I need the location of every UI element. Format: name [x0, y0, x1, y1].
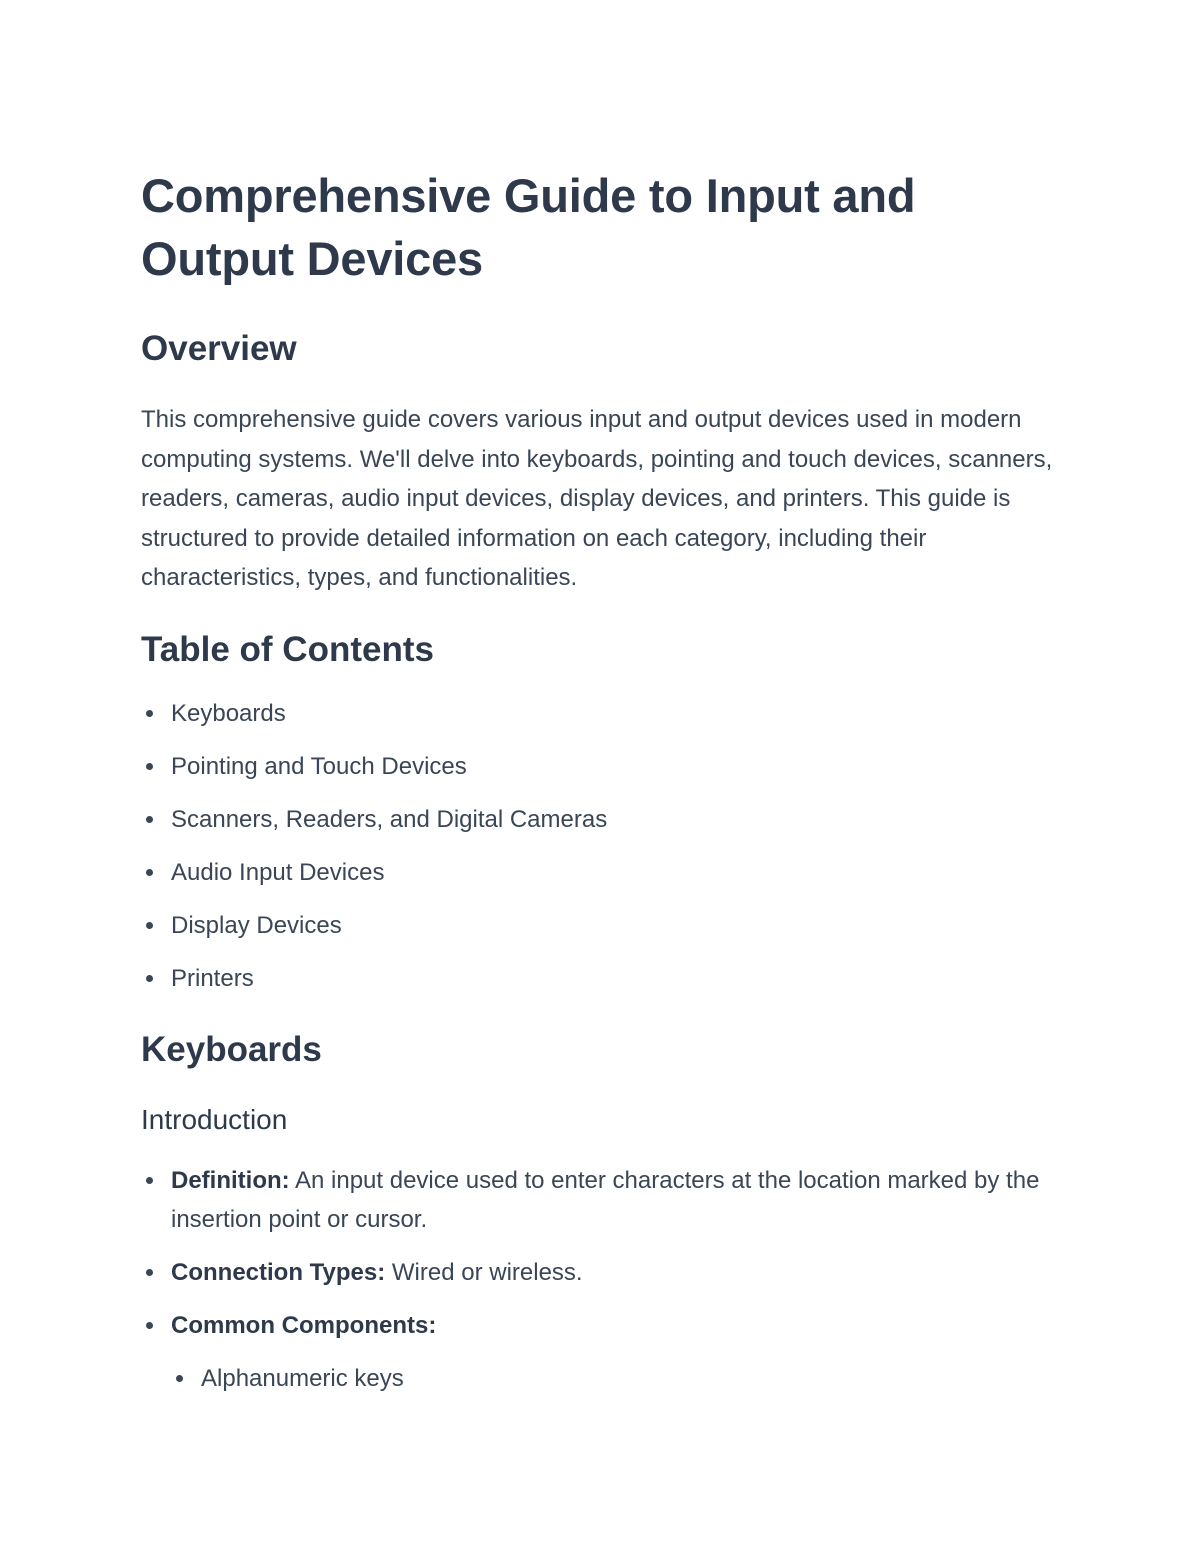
bullet-icon	[146, 816, 153, 823]
definition-text: An input device used to enter characters at the location marked by the insertion point or cursor.	[171, 1166, 1040, 1233]
keyboards-heading: Keyboards	[141, 1029, 322, 1069]
toc-item-label: Printers	[171, 964, 254, 992]
bullet-icon	[146, 869, 153, 876]
bullet-icon	[146, 1177, 153, 1184]
list-item-definition	[171, 1161, 1070, 1239]
bullet-icon	[146, 710, 153, 717]
toc-item-scanners	[171, 800, 1070, 839]
introduction-heading: Introduction	[141, 1103, 288, 1135]
bullet-icon	[146, 1269, 153, 1276]
overview-heading: Overview	[141, 329, 297, 368]
toc-item-label: Keyboards	[171, 699, 286, 727]
common-components-term: Common Components:	[171, 1311, 437, 1339]
document-title: Comprehensive Guide to Input and Output Devices	[141, 169, 916, 285]
toc-item-audio	[171, 853, 1070, 892]
connection-types-term: Connection Types:	[171, 1258, 386, 1286]
component-item	[201, 1359, 1070, 1398]
connection-types-text: Wired or wireless.	[385, 1258, 583, 1286]
toc-item-label: Pointing and Touch Devices	[171, 752, 467, 780]
toc-item-label: Display Devices	[171, 911, 342, 939]
toc-heading: Table of Contents	[141, 629, 434, 669]
overview-paragraph: This comprehensive guide covers various input and output devices used in modern computing systems. We'll delve into keyboards, pointing and touch devices, scanners, readers, cameras, audio input devices, display devices, and printers. This guide is structured to provide detailed information on each category, including their characteristics, types, and functionalities.	[141, 406, 1053, 591]
bullet-icon	[146, 975, 153, 982]
toc-item-keyboards	[171, 694, 1070, 733]
bullet-icon	[146, 1322, 153, 1329]
toc-item-printers	[171, 959, 1070, 998]
bullet-icon	[146, 763, 153, 770]
bullet-icon	[176, 1375, 183, 1382]
keyboards-intro-list	[141, 1161, 1070, 1398]
component-label: Alphanumeric keys	[201, 1364, 404, 1392]
definition-term: Definition:	[171, 1166, 290, 1194]
toc-list	[141, 694, 1070, 998]
components-sublist	[171, 1359, 1070, 1398]
list-item-connection-types	[171, 1253, 1070, 1292]
bullet-icon	[146, 922, 153, 929]
list-item-common-components	[171, 1306, 1070, 1398]
toc-item-label: Audio Input Devices	[171, 858, 385, 886]
toc-item-pointing	[171, 747, 1070, 786]
toc-item-display	[171, 906, 1070, 945]
toc-item-label: Scanners, Readers, and Digital Cameras	[171, 805, 608, 833]
